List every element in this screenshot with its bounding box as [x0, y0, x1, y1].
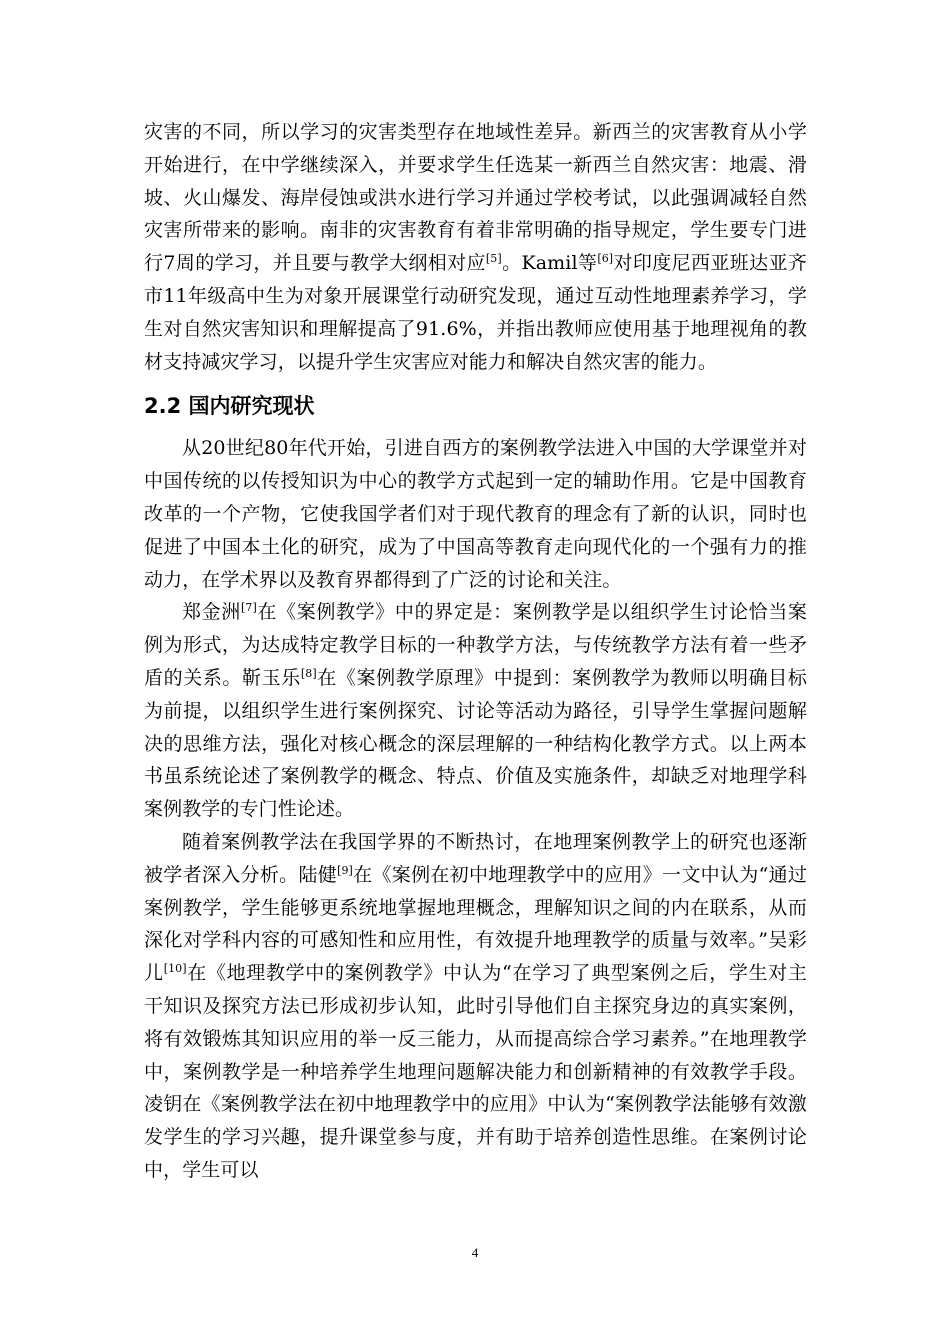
section-heading: 2.2 国内研究现状: [144, 394, 315, 419]
text-run: 在《案例教学原理》中提到：案例教学为教师以明确目标为前提，以组织学生进行案例探究、讨论等活动为路径，引导学生掌握问题解决的思维方法，强化对核心概念的深层理解的一种结构化教学方式。以上两本书虽系统论述了案例教学的概念、特点、价值及实施条件，却缺乏对地理学科案例教学的专门性论述。: [144, 666, 807, 821]
text-run: 郑金洲: [182, 601, 241, 624]
citation-ref: [9]: [337, 863, 353, 877]
page-number: 4: [471, 1245, 479, 1260]
text-run: 对印度尼西亚班达亚齐市11年级高中生为对象开展课堂行动研究发现，通过互动性地理素养学习，学生对自然灾害知识和理解提高了91.6%，并指出教师应使用基于地理视角的教材支持减灾学习，以提升学生灾害应对能力和解决自然灾害的能力。: [144, 252, 807, 373]
text-run: 。Kamil等: [501, 252, 598, 275]
paragraph-case-teaching-definition: [144, 596, 807, 826]
citation-ref: [8]: [300, 666, 317, 680]
citation-ref: [5]: [485, 252, 502, 266]
text-run: 在《案例在初中地理教学中的应用》一文中认为“通过案例教学，学生能够更系统地掌握地理概念，理解知识之间的内在联系，从而深化对学科内容的可感知性和应用性，有效提升地理教学的质量与效率。”吴彩儿: [144, 863, 807, 985]
text-run: 随着案例教学法在我国学界的不断热讨，在地理案例教学上的研究也逐渐被学者深入分析。陆健: [144, 830, 807, 886]
page-body: [144, 116, 807, 1187]
paragraph-case-teaching-history: 从20世纪80年代开始，引进自西方的案例教学法进入中国的大学课堂并对中国传统的以传授知识为中心的教学方式起到一定的辅助作用。它是中国教育改革的一个产物，它使我国学者们对于现代教育的理念有了新的认识，同时也促进了中国本土化的研究，成为了中国高等教育走向现代化的一个强有力的推动力，在学术界以及教育界都得到了广泛的讨论和关注。: [144, 437, 807, 591]
paragraph-disaster-education: [144, 116, 807, 378]
citation-ref: [10]: [163, 962, 187, 976]
citation-ref: [7]: [240, 601, 257, 615]
paragraph-geography-case-teaching: [144, 826, 807, 1187]
citation-ref: [6]: [597, 252, 614, 266]
text-run: 在《地理教学中的案例教学》中认为“在学习了典型案例之后，学生对主干知识及探究方法已形成初步认知，此时引导他们自主探究身边的真实案例，将有效锻炼其知识应用的举一反三能力，从而提高综合学习素养。”在地理教学中，案例教学是一种培养学生地理问题解决能力和创新精神的有效教学手段。凌钥在《案例教学法在初中地理教学中的应用》中认为“案例教学法能够有效激发学生的学习兴趣，提升课堂参与度，并有助于培养创造性思维。在案例讨论中，学生可以: [144, 962, 807, 1181]
text-run: 灾害的不同，所以学习的灾害类型存在地域性差异。新西兰的灾害教育从小学开始进行，在中学继续深入，并要求学生任选某一新西兰自然灾害：地震、滑坡、火山爆发、海岸侵蚀或洪水进行学习并通过学校考试，以此强调减轻自然灾害所带来的影响。南非的灾害教育有着非常明确的指导规定，学生要专门进行7周的学习，并且要与教学大纲相对应: [144, 121, 807, 275]
text-run: 在《案例教学》中的界定是：案例教学是以组织学生讨论恰当案例为形式，为达成特定教学目标的一种教学方法，与传统教学方法有着一些矛盾的关系。靳玉乐: [144, 601, 807, 689]
